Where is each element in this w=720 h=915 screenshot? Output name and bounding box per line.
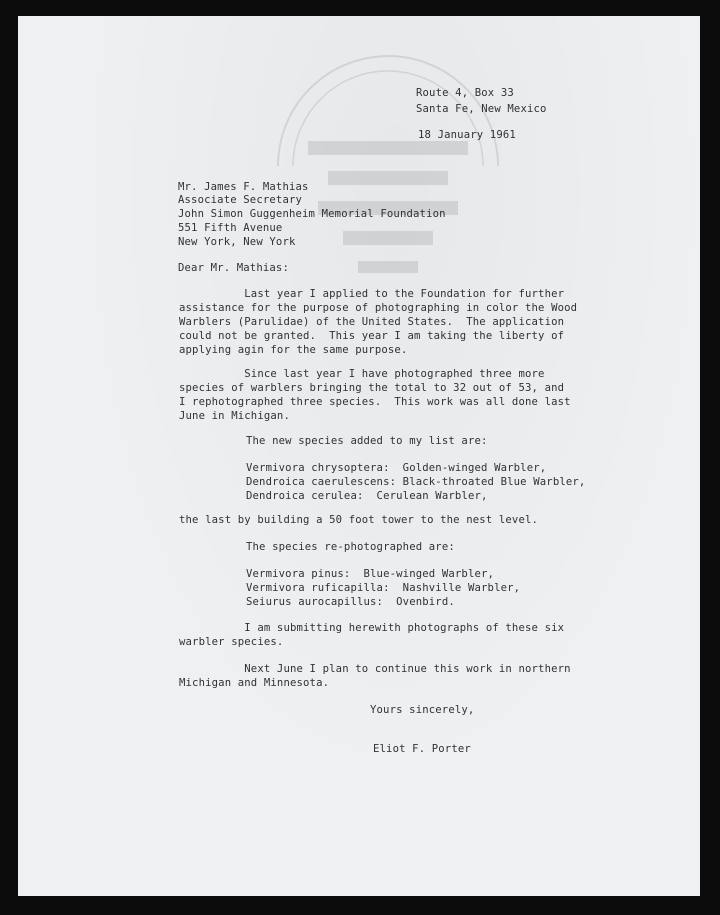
paper-tear-mark bbox=[646, 898, 658, 912]
inside-address-line: 551 Fifth Avenue bbox=[178, 222, 283, 234]
paragraph-line: Michigan and Minnesota. bbox=[179, 677, 330, 689]
paragraph-line: assistance for the purpose of photographing in color the Wood bbox=[179, 302, 578, 314]
species-list-item: Dendroica cerulea: Cerulean Warbler, bbox=[246, 490, 488, 502]
paragraph-line: June in Michigan. bbox=[179, 410, 290, 422]
paragraph-line: species of warblers bringing the total to 32 out of 53, and bbox=[179, 382, 565, 394]
new-species-intro: The new species added to my list are: bbox=[246, 435, 488, 447]
paragraph-line: warbler species. bbox=[179, 636, 284, 648]
paragraph-line: I rephotographed three species. This work was all done last bbox=[179, 396, 571, 408]
rephoto-intro: The species re-photographed are: bbox=[246, 541, 455, 553]
inside-address-line: John Simon Guggenheim Memorial Foundation bbox=[178, 208, 446, 220]
inside-address-line: Mr. James F. Mathias bbox=[178, 181, 309, 193]
paragraph-line: applying agin for the same purpose. bbox=[179, 344, 408, 356]
species-list-item: Seiurus aurocapillus: Ovenbird. bbox=[246, 596, 455, 608]
paragraph-line: Warblers (Parulidae) of the United States. The application bbox=[179, 316, 565, 328]
letter-date: 18 January 1961 bbox=[418, 129, 516, 141]
return-address-line-2: Santa Fe, New Mexico bbox=[416, 103, 547, 115]
signature-name: Eliot F. Porter bbox=[373, 743, 471, 755]
closing: Yours sincerely, bbox=[370, 704, 475, 716]
species-list-item: Vermivora pinus: Blue-winged Warbler, bbox=[246, 568, 495, 580]
salutation: Dear Mr. Mathias: bbox=[178, 262, 289, 274]
inside-address-line: New York, New York bbox=[178, 236, 296, 248]
species-list-item: Vermivora ruficapilla: Nashville Warbler, bbox=[246, 582, 521, 594]
species-list-item: Vermivora chrysoptera: Golden-winged Warbler, bbox=[246, 462, 547, 474]
paragraph-line: Next June I plan to continue this work in northern bbox=[179, 663, 571, 675]
paragraph-line: Last year I applied to the Foundation for further bbox=[179, 288, 565, 300]
return-address-line-1: Route 4, Box 33 bbox=[416, 87, 514, 99]
paragraph-line: could not be granted. This year I am taking the liberty of bbox=[179, 330, 565, 342]
letter-page bbox=[18, 16, 700, 896]
inside-address-line: Associate Secretary bbox=[178, 194, 303, 206]
tower-note: the last by building a 50 foot tower to the nest level. bbox=[179, 514, 539, 526]
species-list-item: Dendroica caerulescens: Black-throated Blue Warbler, bbox=[246, 476, 586, 488]
paragraph-line: I am submitting herewith photographs of these six bbox=[179, 622, 565, 634]
paragraph-line: Since last year I have photographed three more bbox=[179, 368, 545, 380]
